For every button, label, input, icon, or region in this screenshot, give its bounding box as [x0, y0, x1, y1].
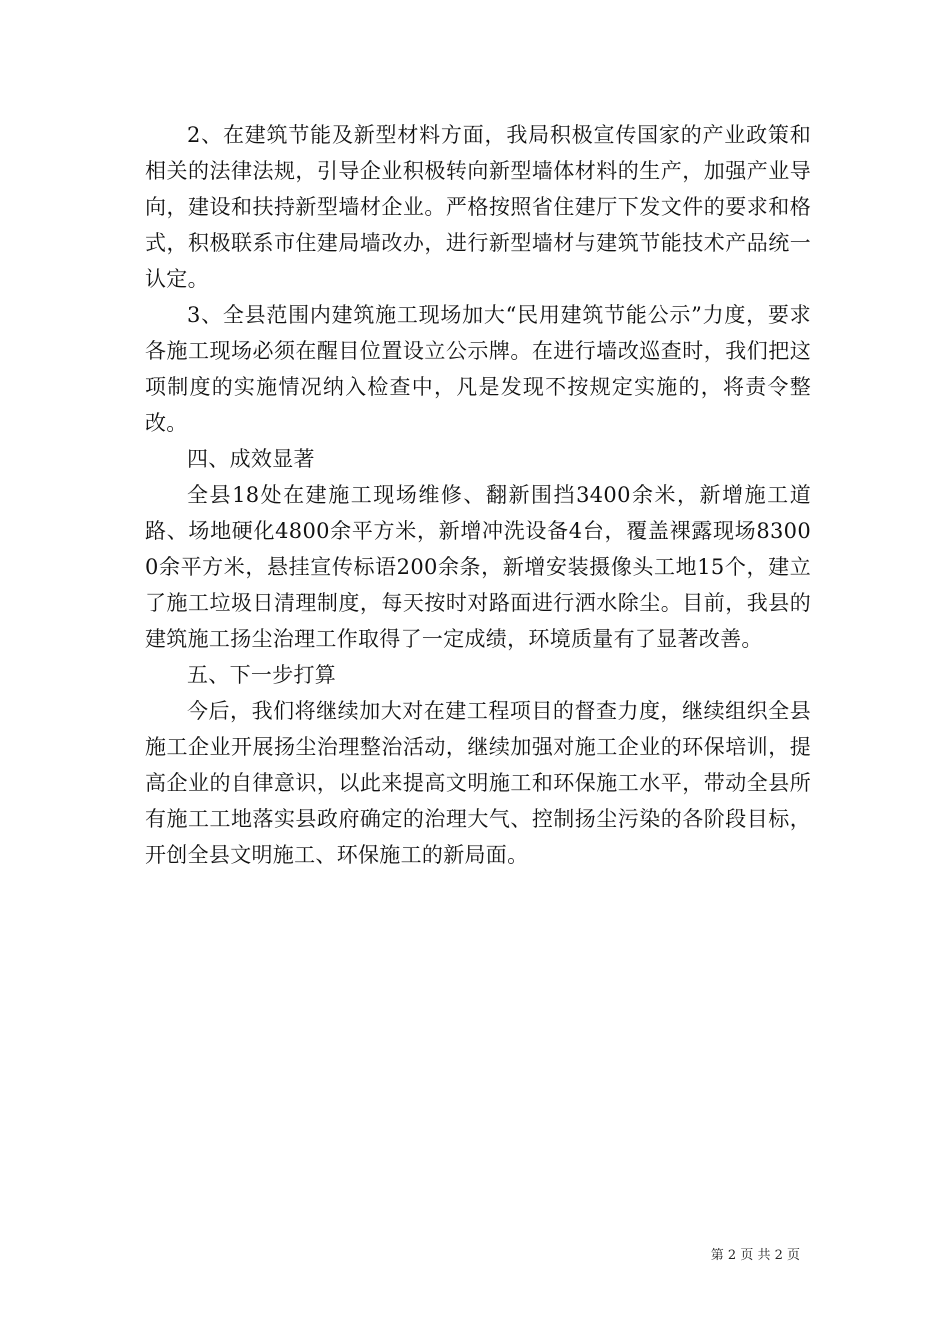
section-heading-next-steps: 五、下一步打算	[187, 663, 337, 687]
paragraph-building-energy-saving: 2、在建筑节能及新型材料方面，我局积极宣传国家的产业政策和相关的法律法规，引导企业积极转向新型墙体材料的生产，加强产业导向，建设和扶持新型墙材企业。严格按照省住建厅下发文件的要求和格式，积极联系市住建局墙改办，进行新型墙材与建筑节能技术产品统一认定。	[145, 123, 811, 291]
paragraph-energy-notice-boards: 3、全县范围内建筑施工现场加大“民用建筑节能公示”力度，要求各施工现场必须在醒目位置设立公示牌。在进行墙改巡查时，我们把这项制度的实施情况纳入检查中，凡是发现不按规定实施的，将责令整改。	[145, 303, 811, 435]
document-body	[145, 117, 811, 873]
section-heading-results: 四、成效显著	[187, 447, 315, 471]
page-number-footer: 第 2 页 共 2 页	[710, 1248, 800, 1263]
paragraph-results-details: 全县18处在建施工现场维修、翻新围挡3400余米，新增施工道路、场地硬化4800余平方米，新增冲洗设备4台，覆盖裸露现场83000余平方米，悬挂宣传标语200余条，新增安装摄像头工地15个，建立了施工垃圾日清理制度，每天按时对路面进行洒水除尘。目前，我县的建筑施工扬尘治理工作取得了一定成绩，环境质量有了显著改善。	[145, 483, 811, 651]
paragraph-next-steps: 今后，我们将继续加大对在建工程项目的督查力度，继续组织全县施工企业开展扬尘治理整治活动，继续加强对施工企业的环保培训，提高企业的自律意识，以此来提高文明施工和环保施工水平，带动全县所有施工工地落实县政府确定的治理大气、控制扬尘污染的各阶段目标，开创全县文明施工、环保施工的新局面。	[145, 699, 811, 867]
